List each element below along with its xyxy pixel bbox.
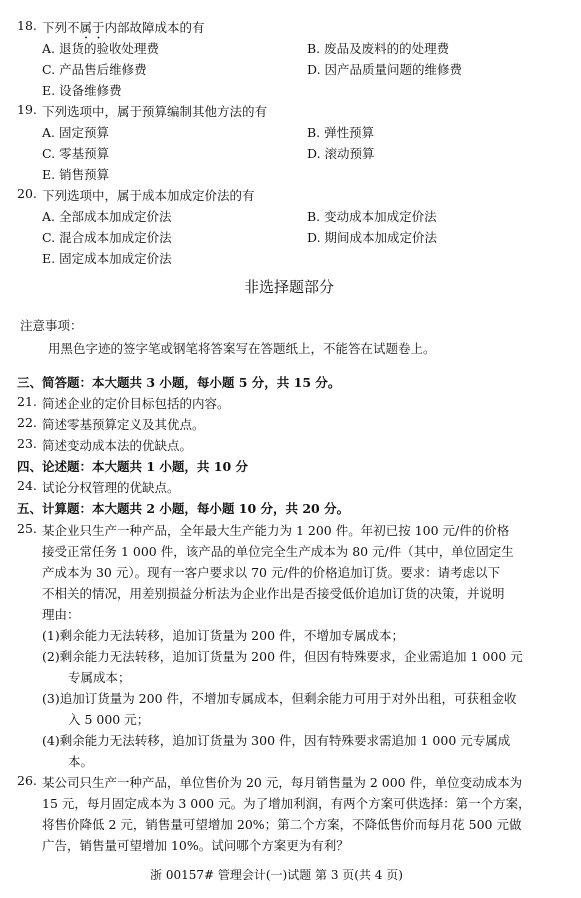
question-text: 试论分权管理的优缺点。	[42, 480, 180, 495]
question-line: 15 元，每月固定成本为 3 000 元。为了增加利润，有两个方案可供选择：第一个方案，	[42, 796, 531, 811]
sub-question: (3)追加订货量为 200 件，不增加专属成本，但剩余能力可用于对外出租，可获租金收	[42, 691, 517, 706]
option-e: E. 固定成本加成定价法	[42, 251, 172, 266]
sub-question-cont: 专属成本；	[68, 670, 131, 685]
question-line: 不相关的情况，用差别损益分析法为企业作出是否接受低价追加订货的决策，并说明	[42, 586, 505, 601]
option-e: E. 销售预算	[42, 167, 110, 182]
sub-question: (2)剩余能力无法转移，追加订货量为 200 件，但因有特殊要求，企业需追加 1 000 元	[42, 649, 523, 664]
question-number: 21.	[17, 394, 37, 409]
question-number: 23.	[17, 436, 37, 451]
question-line: 某企业只生产一种产品，全年最大生产能力为 1 200 件。年初已按 100 元/件的价格	[42, 523, 510, 538]
option-c: C. 零基预算	[42, 146, 110, 161]
part-title: 非选择题部分	[244, 278, 335, 296]
option-a: A. 固定预算	[42, 125, 109, 140]
sub-question: (1)剩余能力无法转移，追加订货量为 200 件，不增加专属成本；	[42, 628, 405, 643]
question-number: 19.	[17, 102, 37, 117]
question-number: 20.	[17, 186, 37, 201]
notice-label: 注意事项：	[20, 318, 83, 333]
question-number: 25.	[17, 521, 37, 536]
question-line: 理由：	[42, 607, 80, 622]
notice-text: 用黑色字迹的签字笔或钢笔将答案写在答题纸上，不能答在试题卷上。	[48, 341, 436, 356]
option-b: B. 废品及废料的的处理费	[307, 41, 450, 56]
option-e: E. 设备维修费	[42, 83, 122, 98]
question-line: 接受正常任务 1 000 件，该产品的单位完全生产成本为 80 元/件（其中，单位固定生	[42, 544, 514, 559]
question-number: 26.	[17, 773, 37, 788]
question-line: 广告，销售量可望增加 10%。试问哪个方案更为有利？	[42, 838, 349, 853]
section-title: 四、论述题：本大题共 1 小题，共 10 分	[17, 459, 249, 474]
option-a: A. 全部成本加成定价法	[42, 209, 172, 224]
section-title: 五、计算题：本大题共 2 小题，每小题 10 分，共 20 分。	[17, 501, 350, 516]
question-line: 产成本为 30 元）。现有一客户要求以 70 元/件的价格追加订货。要求：请考虑以下	[42, 565, 501, 580]
sub-question: (4)剩余能力无法转移，追加订货量为 300 件，因有特殊要求需追加 1 000 元专属成	[42, 733, 511, 748]
question-stem: 下列不属于内部故障成本的有	[42, 20, 205, 35]
question-number: 18.	[17, 18, 37, 33]
question-line: 某公司只生产一种产品，单位售价为 20 元，每月销售量为 2 000 件，单位变动成本为	[42, 775, 523, 790]
option-c: C. 混合成本加成定价法	[42, 230, 172, 245]
option-d: D. 期间成本加成定价法	[307, 230, 438, 245]
section-title: 三、简答题：本大题共 3 小题，每小题 5 分，共 15 分。	[17, 375, 341, 390]
question-number: 22.	[17, 415, 37, 430]
question-stem: 下列选项中，属于预算编制其他方法的有	[42, 104, 268, 119]
question-text: 简述零基预算定义及其优点。	[42, 417, 205, 432]
sub-question-cont: 本。	[68, 754, 94, 769]
option-d: D. 滚动预算	[307, 146, 375, 161]
option-a: A. 退货的验收处理费	[42, 41, 159, 56]
option-b: B. 变动成本加成定价法	[307, 209, 437, 224]
question-text: 简述企业的定价目标包括的内容。	[42, 396, 230, 411]
sub-question-cont: 入 5 000 元；	[68, 712, 150, 727]
question-line: 将售价降低 2 元，销售量可望增加 20%；第二个方案，不降低售价而每月花 500 元做	[42, 817, 522, 832]
question-text: 简述变动成本法的优缺点。	[42, 438, 193, 453]
option-b: B. 弹性预算	[307, 125, 375, 140]
question-number: 24.	[17, 478, 37, 493]
option-d: D. 因产品质量问题的维修费	[307, 62, 463, 77]
page-footer: 浙 00157# 管理会计(一)试题 第 3 页(共 4 页)	[150, 868, 403, 882]
option-c: C. 产品售后维修费	[42, 62, 147, 77]
question-stem: 下列选项中，属于成本加成定价法的有	[42, 188, 255, 203]
